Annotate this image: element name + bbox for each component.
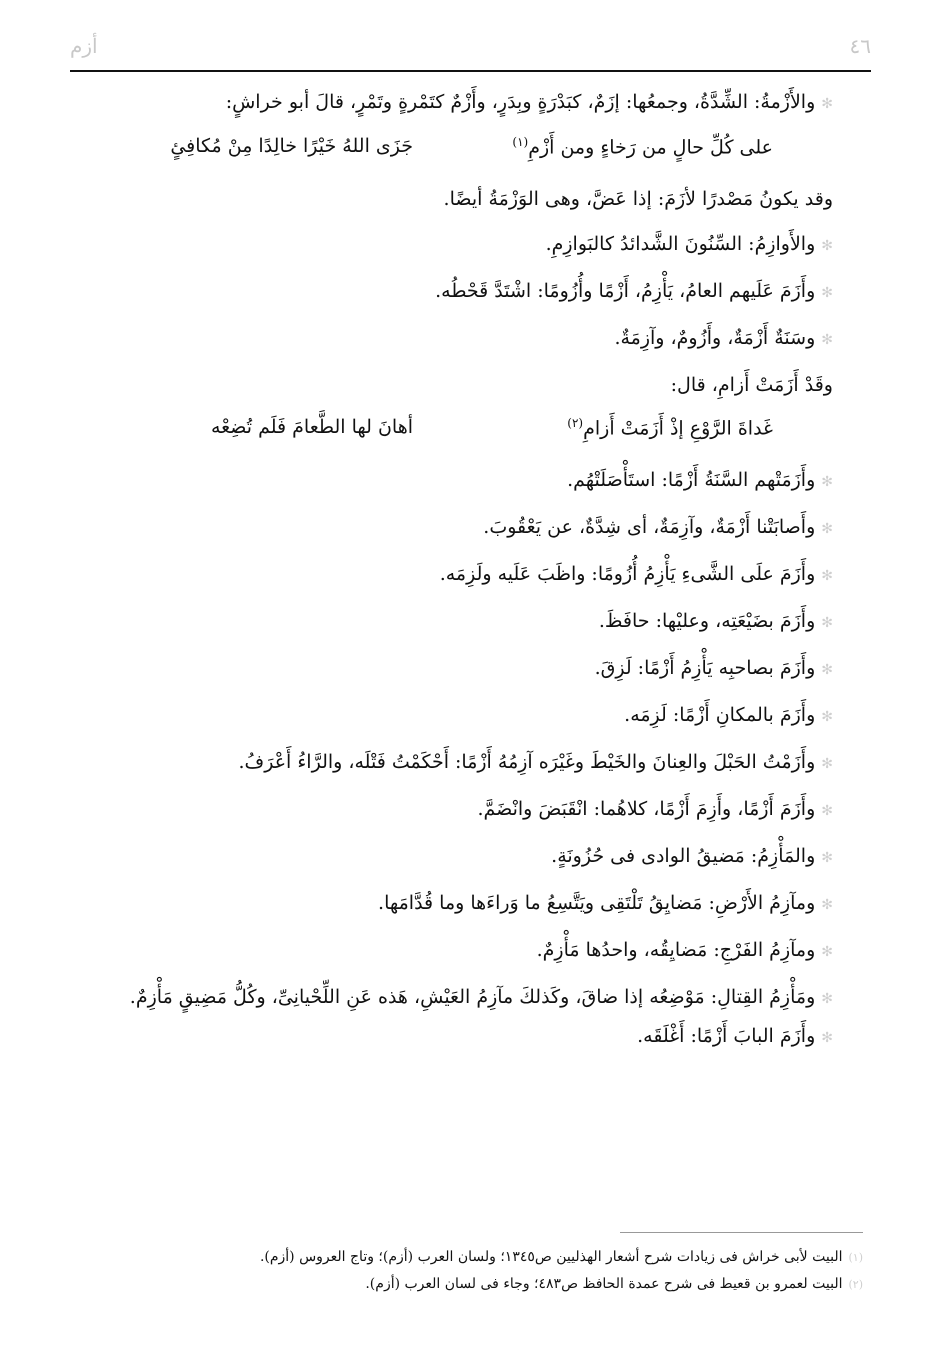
entry: ✻والمَأْزِمُ: مَضيقُ الوادى فى حُزُونَةٍ. [551, 845, 833, 867]
running-head: أزم [70, 34, 98, 58]
entry-marker-icon: ✻ [821, 897, 833, 913]
verse-hemistich: أهانَ لها الطَّعامَ فَلَم تُضِعْه [210, 416, 413, 438]
footnotes [60, 1244, 863, 1298]
entry: ✻وأَزَمَ بالمكانِ أَزْمًا: لَزِمَه. [624, 704, 833, 726]
footnote-ref: (١) [512, 135, 529, 149]
entry-marker-icon: ✻ [821, 1030, 833, 1046]
poetry-verse [78, 135, 833, 169]
entry-marker-icon: ✻ [821, 803, 833, 819]
entry-marker-icon: ✻ [821, 944, 833, 960]
verse-hemistich: على كُلِّ حالٍ من رَخاءٍ ومن أَزْمِ$^{(١)}$ [512, 135, 773, 159]
entry: ✻وأَزَمَتْهم السَّنَةُ أَزْمًا: استَأْصَلَتْهُم. [567, 469, 833, 491]
entry: وقَدْ أَزَمَتْ أَزامِ، قال: [670, 374, 833, 396]
entry-marker-icon: ✻ [821, 850, 833, 866]
entry-marker-icon: ✻ [821, 285, 833, 301]
entry: ✻ومآزِمُ الفَرْجِ: مَضايِقُه، واحدُها مَأْزِمٌ. [536, 939, 833, 961]
entry-marker-icon: ✻ [821, 521, 833, 537]
page-header [70, 28, 871, 72]
entry: ✻ومآزِمُ الأَرْضِ: مَضايِقُ تَلْتَقِى ويَتَّسِعُ ما وَراءَها وما قُدَّامَها. [378, 892, 833, 914]
entry-marker-icon: ✻ [821, 474, 833, 490]
page-number: ٤٦ [849, 34, 871, 58]
entry: ✻وأَزَمَ عَلَيهم العامُ، يَأْزِمُ، أَزْمًا وأُزُومًا: اشْتَدَّ قَحْطُه. [435, 280, 833, 302]
entry: ✻وأَصابَتْنا أَزْمَةٌ، وآزِمَةٌ، أى شِدَّةٌ، عن يَعْقُوبَ. [483, 516, 833, 538]
entry-marker-icon: ✻ [821, 238, 833, 254]
entry: ✻وأَزَمَ البابَ أَزْمًا: أَغْلَقَه. [637, 1025, 833, 1047]
entry-marker-icon: ✻ [821, 756, 833, 772]
entry: ✻وأَزَمَ علَى الشَّىءِ يَأْزِمُ أُزُومًا: واظَبَ عَلَيه ولَزِمَه. [439, 563, 833, 585]
verse-hemistich: غَداةَ الرَّوْعِ إذْ أَزَمَتْ أَزامِ$^{(٢)}$ [567, 416, 773, 440]
entry: ✻وأَزَمَ أَزْمًا، وأَزِمَ أَزْمًا، كلاهُما: انْقَبَضَ وانْضَمَّ. [477, 798, 833, 820]
dictionary-body [78, 88, 833, 1069]
header-rule [70, 70, 871, 72]
entry-marker-icon: ✻ [821, 96, 833, 112]
footnote: (٢)البيت لعمرو بن قعيط فى شرح عمدة الحافظ ص٤٨٣؛ وجاء فى لسان العرب (أزم). [365, 1276, 863, 1292]
footnote-ref: (٢) [567, 416, 584, 430]
footnote: (١)البيت لأبى خراش فى زيادات شرح أشعار الهذليين ص١٣٤٥؛ ولسان العرب (أزم)؛ وتاج العروس (أزم). [259, 1249, 863, 1265]
entry: ✻وأَزَمَ بصاحبِه يَأْزِمُ أَزْمًا: لَزِقَ. [594, 657, 833, 679]
entry-marker-icon: ✻ [821, 662, 833, 678]
entry: ✻ومَأْزِمُ القِتالِ: مَوْضِعُه إذا ضاقَ، وكَذلكَ مآزِمُ العَيْشِ، هَذه عَنِ اللِّحْيانِىِّ، وكُلُّ مَضِيقٍ مَأْزِمٌ. [129, 986, 833, 1008]
entry: ✻والأَوازِمُ: السِّنُونَ الشَّدائدُ كالبَوازِمِ. [545, 233, 833, 255]
entry-marker-icon: ✻ [821, 568, 833, 584]
footnote-rule [620, 1232, 863, 1233]
entry-marker-icon: ✻ [821, 332, 833, 348]
entry-marker-icon: ✻ [821, 709, 833, 725]
entry-marker-icon: ✻ [821, 615, 833, 631]
poetry-verse [78, 416, 833, 450]
entry: وقد يكونُ مَصْدرًا لأزَمَ: إذا عَضَّ، وهى الوَزْمَةُ أيضًا. [443, 188, 833, 210]
footnote-marker: (١) [848, 1251, 863, 1264]
entry: ✻والأَزْمةُ: الشِّدَّةُ، وجمعُها: إزَمٌ، كبَدْرَةٍ وبِدَرٍ، وأَزْمٌ كتَمْرةٍ وتَمْرٍ، قالَ أبو خراشٍ: [225, 91, 833, 113]
entry: ✻وأَزَمْتُ الحَبْلَ والعِنانَ والخَيْطَ وغَيْرَه آزِمُهُ أَزْمًا: أَحْكَمْتُ فَتْلَه، والرَّاءُ أَعْرَفُ. [238, 751, 833, 773]
entry: ✻وأَزَمَ بضَيْعَتِه، وعليْها: حافَظَ. [598, 610, 833, 632]
verse-hemistich: جَزَى اللهُ خَيْرًا خالِدًا مِنْ مُكافِئٍ [170, 135, 413, 157]
footnote-marker: (٢) [848, 1278, 863, 1291]
entry-marker-icon: ✻ [821, 991, 833, 1007]
entry: ✻وسَنَةٌ أَزْمَةٌ، وأَزُومٌ، وآزِمَةٌ. [614, 327, 833, 349]
